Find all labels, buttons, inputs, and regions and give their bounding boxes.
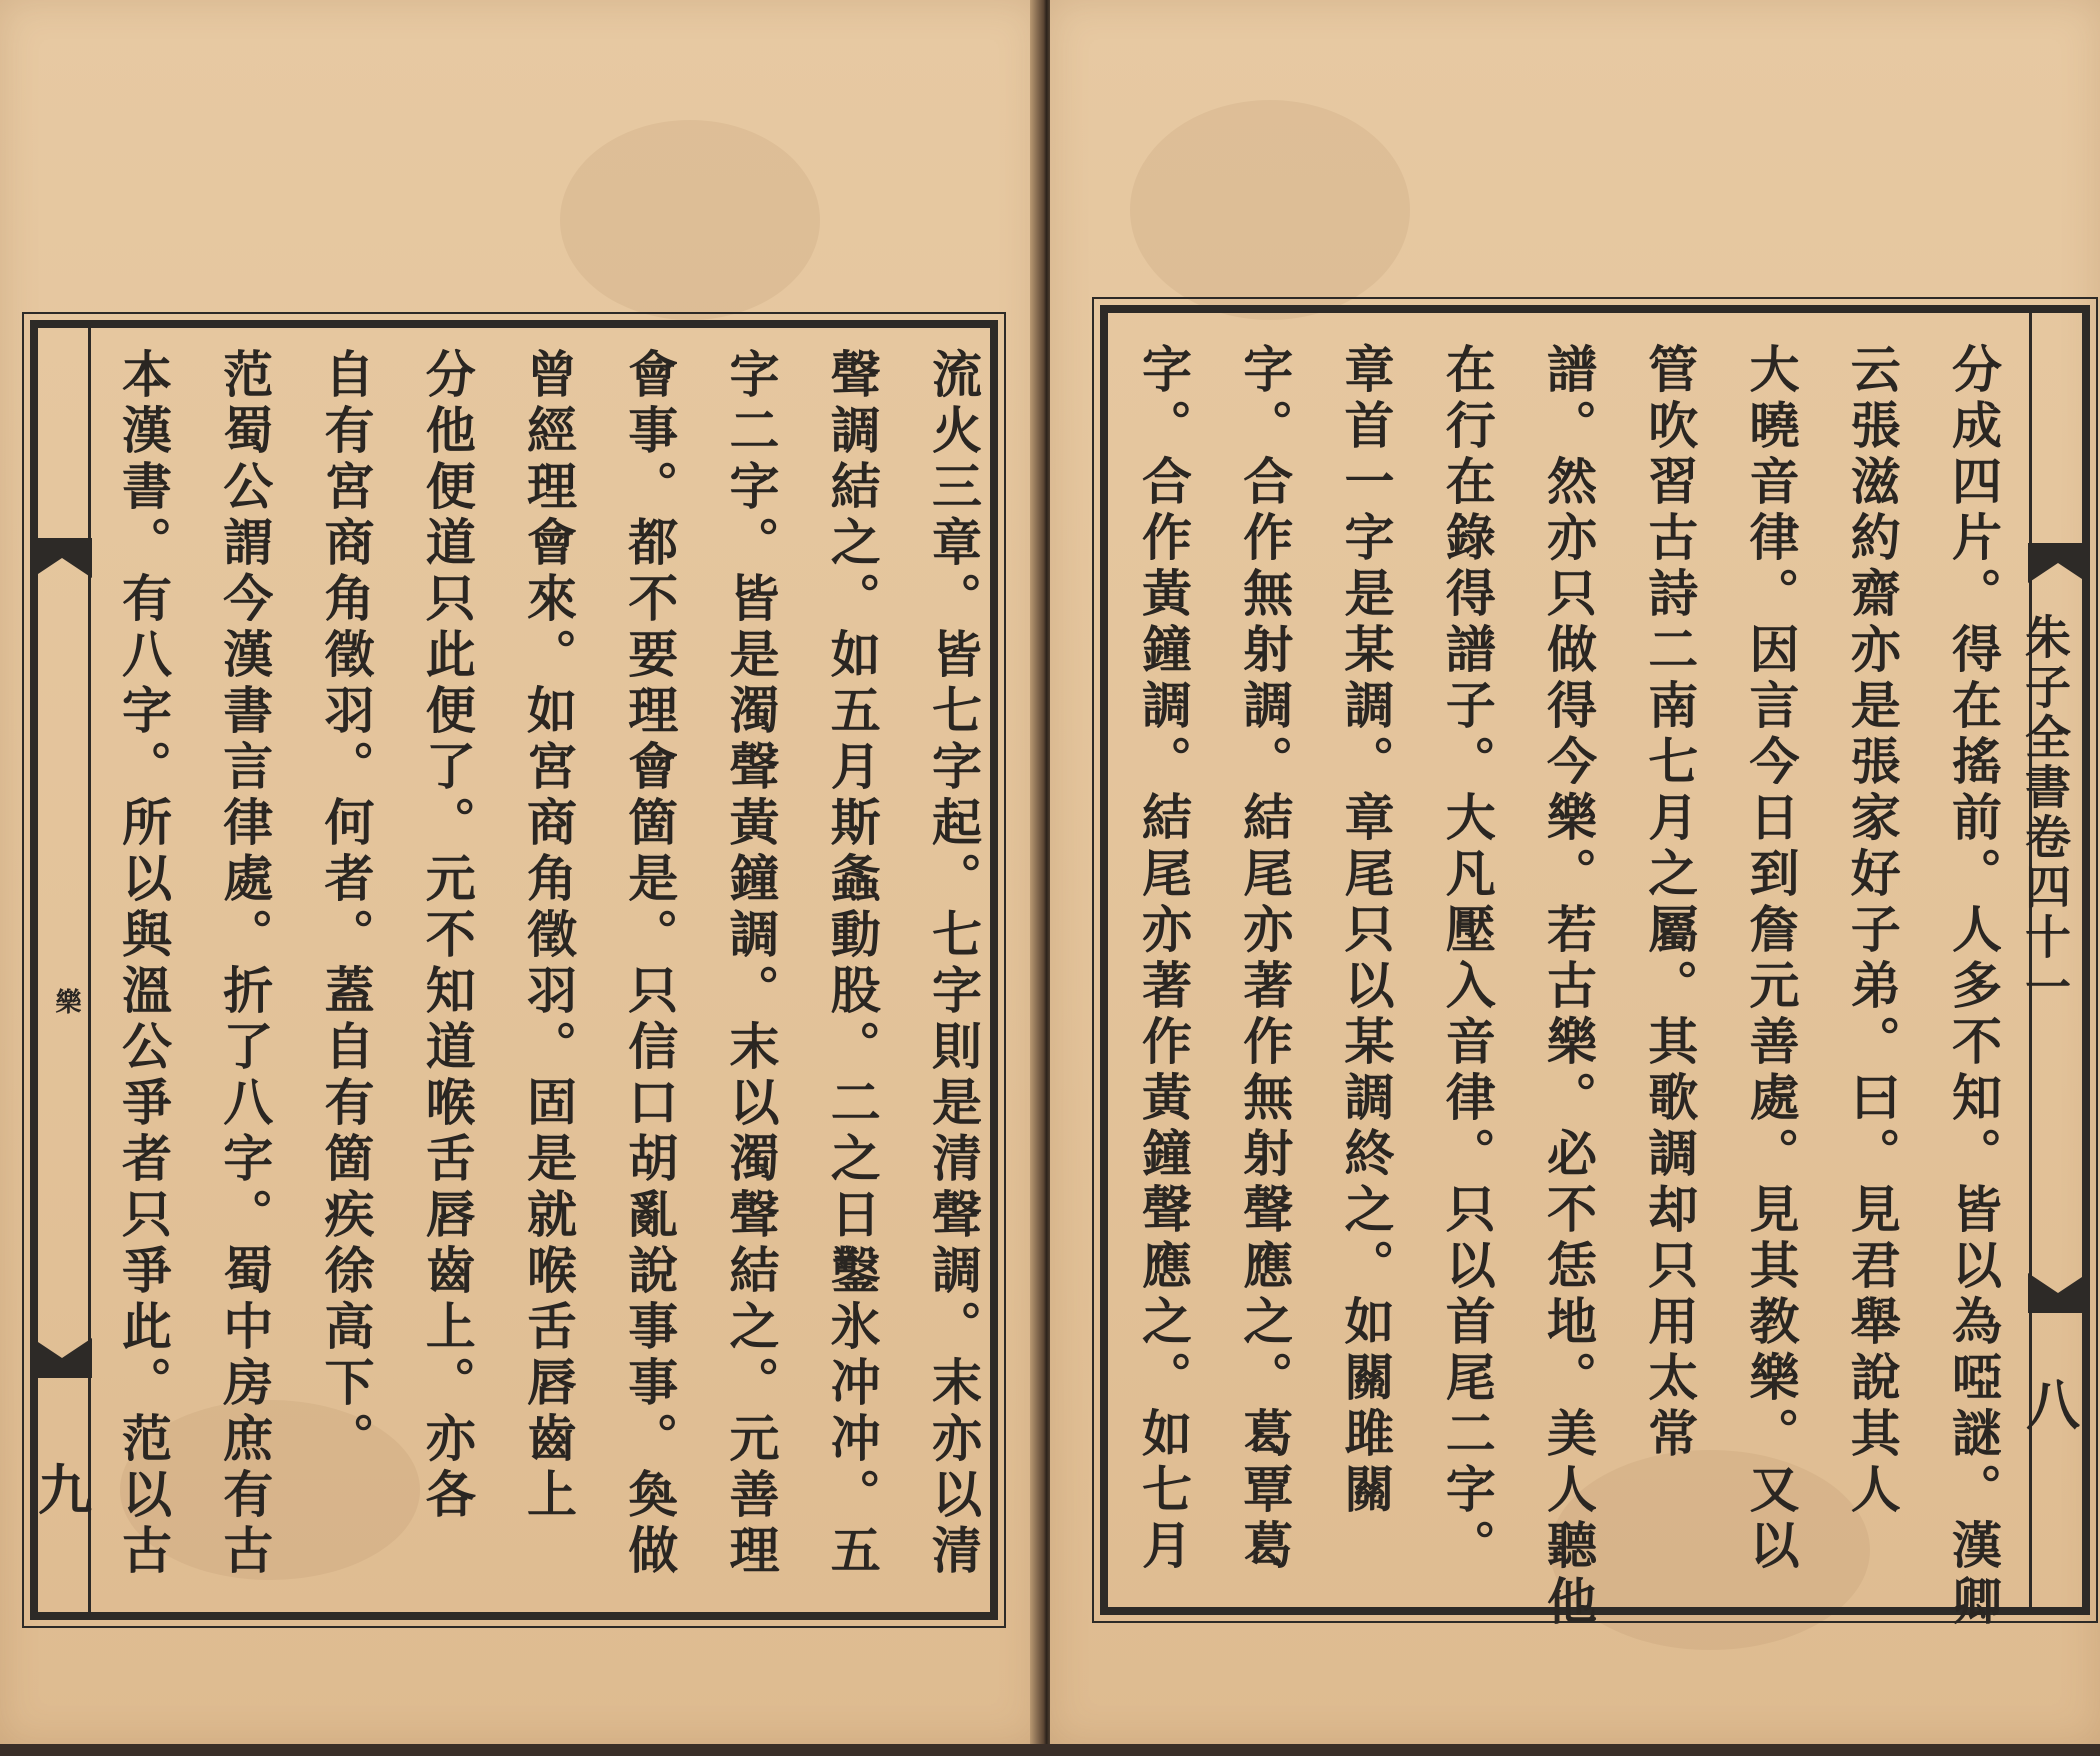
paper-stain [560, 120, 820, 320]
book-bottom-edge [0, 1744, 2100, 1756]
fishtail-mark-bottom [32, 1318, 92, 1378]
fishtail-mark-top [32, 538, 92, 598]
fishtail-mark-top [2028, 543, 2088, 603]
text-column: 章首一字是某調。章尾只以某調終之。如關雎關 [1336, 343, 1396, 1519]
paper-stain [1130, 100, 1410, 320]
text-column: 在行在錄得譜子。大凡壓入音律。只以首尾二字。 [1437, 343, 1497, 1575]
margin-book-title: 朱子全書卷四十一 [2018, 613, 2072, 1013]
text-column: 曾經理會來。如宮商角徵羽。固是就喉舌唇齒上 [519, 348, 578, 1524]
right-text-block [1134, 343, 2003, 1631]
text-column: 管吹習古詩二南七月之屬。其歌調却只用太常 [1640, 343, 1700, 1463]
page-number: 八 [2026, 1373, 2080, 1437]
page-number: 九 [38, 1458, 92, 1522]
text-column: 字二字。皆是濁聲黃鐘調。末以濁聲結之。元善理 [721, 348, 781, 1580]
fishtail-mark-bottom [2028, 1253, 2088, 1313]
text-column: 聲調結之。如五月斯螽動股。二之日鑿氷冲冲。五 [822, 348, 882, 1580]
left-page-frame [30, 320, 998, 1620]
text-column: 范蜀公謂今漢書言律處。折了八字。蜀中房庶有古 [215, 348, 275, 1580]
text-column: 分成四片。得在搖前。人多不知。皆以為啞謎。漢卿 [1944, 343, 2003, 1631]
left-text-block [114, 348, 983, 1598]
text-column: 分他便道只此便了。元不知道喉舌唇齒上。亦各 [417, 348, 477, 1524]
text-column: 字。合作黃鐘調。結尾亦著作黃鐘聲應之。如七月 [1134, 343, 1193, 1575]
left-page [0, 0, 1038, 1744]
text-column: 云張滋約齋亦是張家好子弟。曰。見君舉說其人 [1842, 343, 1902, 1519]
text-column: 會事。都不要理會箇是。只信口胡亂說事事。奐做 [620, 348, 680, 1580]
text-column: 本漢書。有八字。所以與溫公爭者只爭此。范以古 [114, 348, 173, 1580]
text-column: 譜。然亦只做得今樂。若古樂。必不恁地。美人聽他 [1539, 343, 1598, 1631]
margin-section-label: 樂 [51, 988, 81, 1014]
right-page-frame [1100, 305, 2090, 1631]
text-column: 大曉音律。因言今日到詹元善處。見其教樂。又以 [1741, 343, 1801, 1575]
right-page [1050, 0, 2100, 1744]
margin-column-line [88, 328, 91, 1612]
text-column: 流火三章。皆七字起。七字則是清聲調。末亦以清 [924, 348, 983, 1580]
text-column: 字。合作無射調。結尾亦著作無射聲應之。葛覃葛 [1235, 343, 1295, 1575]
text-column: 自有宮商角徵羽。何者。蓋自有箇疾徐高下。 [316, 348, 376, 1468]
